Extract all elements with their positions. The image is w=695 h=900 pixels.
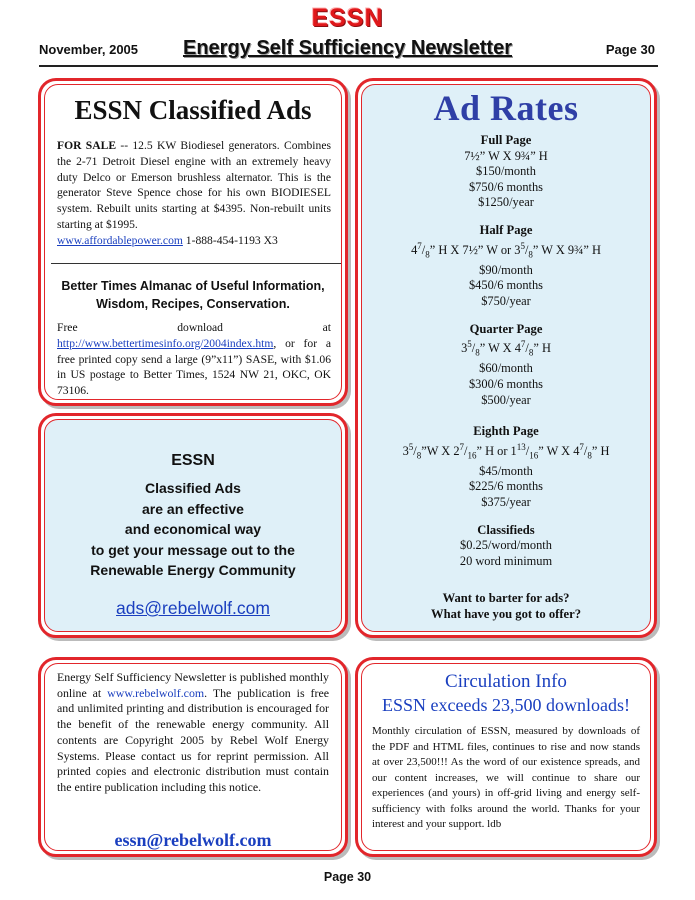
- full-page-size: 7½” W X 9¾” H: [464, 148, 548, 163]
- half-page-heading: Half Page: [479, 222, 533, 237]
- classified-ads-title: ESSN Classified Ads: [74, 95, 312, 125]
- full-page-rate: [362, 133, 650, 211]
- for-sale-ad: [45, 138, 341, 249]
- eighth-page-heading: Eighth Page: [473, 424, 539, 439]
- notice-pre: Energy Self Sufficiency Newsletter is published monthly online at: [57, 670, 329, 700]
- publication-notice-box: [38, 657, 348, 857]
- barter-line-1: Want to barter for ads?: [442, 591, 570, 606]
- eighth-page-size: $3^5/_8”W$ X $2^7/_{16}$” H or $1^{13}/_{16}$” W X $4^7/_8$” H: [402, 441, 610, 461]
- publication-notice-text: [57, 670, 329, 796]
- half-page-price-3: $750/year: [481, 293, 531, 308]
- almanac-pre: Free download at: [57, 321, 331, 334]
- bettertimes-link[interactable]: http://www.bettertimesinfo.org/2004index.htm: [57, 336, 274, 350]
- classified-ads-panel: [44, 84, 342, 400]
- eighth-page-price-2: $225/6 months: [468, 479, 543, 494]
- classified-divider: [51, 263, 341, 264]
- half-page-price-1: $90/month: [479, 262, 533, 277]
- quarter-page-price-1: $60/month: [479, 361, 533, 376]
- promo-line-3: and economical way: [124, 521, 262, 537]
- ad-rates-panel: [361, 84, 651, 632]
- ad-rates-box: [355, 78, 657, 638]
- for-sale-phone: 1-888-454-1193 X3: [182, 233, 278, 247]
- publication-notice-panel: [44, 663, 342, 851]
- classified-ads-box: [38, 78, 348, 406]
- rebelwolf-link[interactable]: www.rebelwolf.com: [107, 685, 205, 700]
- circulation-info-panel: [361, 663, 651, 851]
- ads-email-link[interactable]: ads@rebelwolf.com: [116, 598, 270, 618]
- quarter-page-price-3: $500/year: [481, 392, 531, 407]
- promo-text: [55, 478, 331, 581]
- circulation-info-box: [355, 657, 657, 857]
- newsletter-title: Energy Self Sufficiency Newsletter: [182, 37, 512, 59]
- eighth-page-rate: [362, 424, 650, 511]
- ad-rates-title: Ad Rates: [433, 88, 579, 128]
- promo-title: ESSN: [171, 452, 215, 469]
- essn-promo-panel: [44, 419, 342, 632]
- essn-logo: ESSN: [311, 4, 384, 32]
- essn-email-link[interactable]: essn@rebelwolf.com: [114, 830, 272, 850]
- almanac-ad: [57, 320, 331, 399]
- half-page-rate: [362, 223, 650, 310]
- classifieds-line-2: 20 word minimum: [459, 553, 553, 568]
- almanac-post: , or for a free printed copy send a large (9”x11”) SASE, with $1.06 in US postage to Better Times, 1524 NW 21, OKC, OK 73106.: [57, 336, 331, 398]
- half-page-size: $4^7/_8$” H X 7½” W or $3^5/_8$” W X 9¾” H: [411, 240, 601, 260]
- circulation-title: Circulation Info: [445, 671, 567, 692]
- circulation-subtitle: ESSN exceeds 23,500 downloads!: [382, 695, 630, 715]
- full-page-heading: Full Page: [480, 133, 532, 147]
- circulation-text: Monthly circulation of ESSN, measured by downloads of the PDF and HTML files, continues to rise and now stands at over 23,500!!! As the word of our existence spreads, and our content increases, we will continue to share our experiences (and yours) in off-grid living and energy self-sufficiency with folks around the world. Thanks for your interest and your support. ldb: [372, 725, 640, 830]
- notice-post: . The publication is free and unlimited printing and distribution is encouraged for the benefit of the renewable energy community. All contents are Copyright 2005 by Rebel Wolf Energy Systems. Please contact us for reprint permission. All printed copies and electronic distribution must contain the entire publication including this notice.: [57, 685, 329, 794]
- full-page-price-3: $1250/year: [478, 195, 534, 210]
- affordablepower-link[interactable]: www.affordablepower.com: [57, 233, 183, 247]
- classifieds-heading: Classifieds: [477, 522, 535, 537]
- almanac-title: Better Times Almanac of Useful Information, Wisdom, Recipes, Conservation.: [61, 279, 325, 311]
- header-divider: [39, 65, 658, 67]
- full-page-price-2: $750/6 months: [468, 179, 543, 194]
- header-page-number: Page 30: [605, 42, 655, 57]
- promo-line-2: are an effective: [142, 500, 244, 517]
- classifieds-line-1: $0.25/word/month: [460, 538, 552, 553]
- eighth-page-price-1: $45/month: [479, 463, 533, 478]
- full-page-price-1: $150/month: [476, 164, 536, 179]
- promo-line-4: to get your message out to the: [91, 541, 295, 558]
- promo-line-5: Renewable Energy Community: [90, 562, 296, 578]
- essn-promo-box: [38, 413, 348, 638]
- half-page-price-2: $450/6 months: [468, 278, 543, 293]
- eighth-page-price-3: $375/year: [481, 495, 531, 510]
- barter-offer: [362, 591, 650, 622]
- for-sale-label: FOR SALE: [57, 139, 117, 152]
- classifieds-rate: [362, 523, 650, 570]
- promo-line-1: Classified Ads: [145, 480, 241, 496]
- footer-page-number: Page 30: [323, 870, 372, 884]
- issue-date: November, 2005: [39, 42, 139, 57]
- for-sale-text: -- 12.5 KW Biodiesel generators. Combines the 2-71 Detroit Diesel engine with an extremely heavy duty Delco or Emerson brushless alternator. This is the generator Steve Spence chose for his own BIODIESEL system. Rebuilt units starting at $4395. Non-rebuilt units starting at $1995.: [57, 139, 331, 231]
- quarter-page-rate: [362, 322, 650, 409]
- quarter-page-price-2: $300/6 months: [468, 376, 543, 391]
- quarter-page-heading: Quarter Page: [469, 321, 543, 336]
- barter-line-2: What have you got to offer?: [430, 607, 582, 622]
- quarter-page-size: $3^5/_8$” W X $4^7/_8$” H: [461, 339, 551, 358]
